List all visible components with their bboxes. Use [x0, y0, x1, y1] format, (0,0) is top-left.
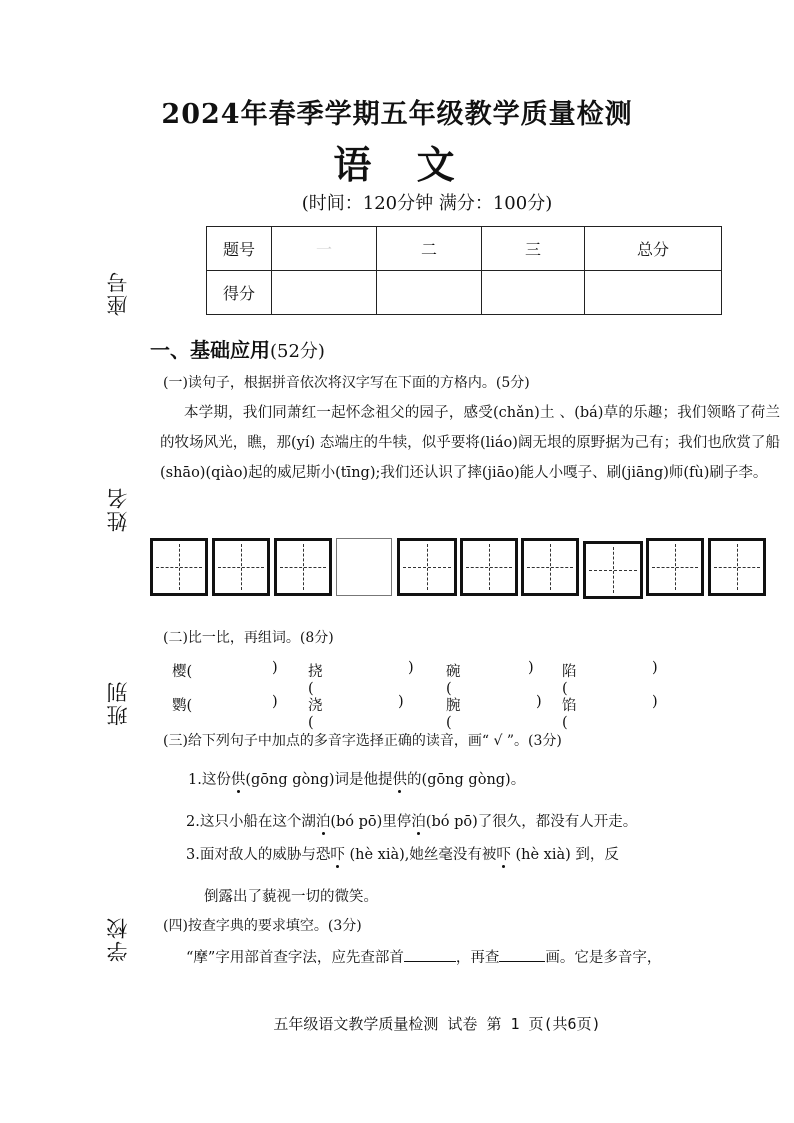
writing-box[interactable] — [460, 538, 518, 596]
score-table-cell: 得分 — [207, 271, 272, 315]
score-table-header-row — [207, 227, 722, 271]
time-info: (时间：120分钟 满分：100分) — [301, 193, 553, 214]
side-label-name: 姓名 — [106, 486, 130, 532]
word-item: ) — [272, 694, 278, 710]
writing-box[interactable] — [397, 538, 457, 596]
exam-title: 2024年春季学期五年级教学质量检测 — [161, 99, 633, 130]
question-3-prompt: (三)给下列句子中加点的多音字选择正确的读音，画“ √ ”。(3分) — [163, 733, 562, 749]
word-item: ) — [398, 694, 404, 710]
compare-row-1 — [172, 660, 658, 697]
question-1-passage: 本学期，我们同萧红一起怀念祖父的园子，感受(chǎn)土 、(bá)草的乐趣；我们领略了荷兰的牧场风光，瞧，那(yí) 态端庄的牛犊，似乎要将(liáo)阔无垠的原野据为己有；我们也欣赏了船(shāo)(qiào)起的威尼斯小(tīng);我们还认识了摔(jiāo)能人小嘎子、刷(jiāng)师(fù)刷子李。 — [160, 405, 780, 481]
writing-box[interactable] — [583, 541, 643, 599]
sentence-text: 3.面对敌人的威胁与恐 — [186, 847, 331, 863]
score-table-cell: 总分 — [585, 227, 722, 271]
word-item: 樱( — [172, 664, 193, 680]
section-points: (52分) — [270, 341, 325, 362]
sentence-text: 画。它是多音字， — [545, 950, 662, 966]
question-2-prompt: (二)比一比，再组词。(8分) — [163, 630, 334, 646]
word-item: ) — [528, 660, 534, 676]
sentence-text: (gōng gòng)词是他提 — [245, 772, 393, 788]
sentence-text: (bó pō)了很久，都没有人开走。 — [425, 814, 638, 830]
question-3-sentence-3-cont: 倒露出了藐视一切的微笑。 — [204, 889, 378, 905]
score-table-cell: 一 — [272, 227, 377, 271]
score-table-cell: 二 — [377, 227, 482, 271]
writing-box[interactable] — [150, 538, 208, 596]
writing-box[interactable] — [708, 538, 766, 596]
question-4-prompt: (四)按查字典的要求填空。(3分) — [163, 918, 362, 934]
dotted-char: 泊 — [315, 814, 331, 830]
writing-box[interactable] — [336, 538, 392, 596]
fill-blank[interactable] — [499, 947, 545, 962]
word-item: ) — [652, 660, 658, 676]
score-input-cell[interactable] — [272, 271, 377, 315]
sentence-text: (hè xià),她丝毫没有被 — [344, 847, 497, 863]
question-4-text — [186, 946, 661, 967]
sentence-text: 1.这份 — [188, 772, 231, 788]
sentence-text: 2.这只小船在这个湖 — [186, 814, 316, 830]
word-item: 腕 ( — [446, 698, 461, 731]
score-input-cell[interactable] — [482, 271, 585, 315]
dotted-char: 供 — [392, 772, 408, 788]
dotted-char: 吓 — [496, 847, 511, 863]
score-table-cell: 三 — [482, 227, 585, 271]
word-item: 碗( — [446, 664, 461, 697]
section-heading — [150, 334, 325, 363]
score-input-cell[interactable] — [585, 271, 722, 315]
question-3-sentence-1 — [188, 768, 525, 789]
score-input-cell[interactable] — [377, 271, 482, 315]
word-item: ) — [652, 694, 658, 710]
word-item: 挠 ( — [308, 664, 323, 697]
word-item: 陷( — [562, 664, 577, 697]
sentence-text: (bó pō)里停 — [330, 814, 412, 830]
dotted-char: 泊 — [411, 814, 426, 830]
word-item: 鹦( — [172, 698, 193, 714]
side-label-school: 学校 — [106, 916, 130, 962]
sentence-text: “摩”字用部首查字法，应先查部首 — [186, 950, 404, 966]
fill-blank[interactable] — [404, 947, 456, 962]
sentence-text: ，再查 — [455, 950, 500, 966]
sentence-text: (hè xià) 到，反 — [510, 847, 619, 863]
word-item: 馅( — [562, 698, 577, 731]
question-1-prompt: (一)读句子，根据拼音依次将汉字写在下面的方格内。(5分) — [163, 375, 530, 391]
word-item: ) — [408, 660, 414, 676]
compare-row-2 — [172, 694, 658, 731]
word-item: ) — [272, 660, 278, 676]
side-label-class: 班别 — [106, 680, 130, 726]
page-footer: 五年级语文教学质量检测 试卷 第 1 页(共6页) — [273, 1015, 601, 1033]
word-item: 浇 ( — [308, 698, 323, 731]
word-item: ) — [536, 694, 542, 710]
question-3-sentence-3 — [186, 843, 619, 864]
score-table-cell: 题号 — [207, 227, 272, 271]
question-3-sentence-2 — [186, 810, 637, 831]
writing-box[interactable] — [212, 538, 270, 596]
section-title: 一、基础应用 — [150, 338, 270, 362]
score-table — [206, 226, 722, 315]
writing-box[interactable] — [521, 538, 579, 596]
dotted-char: 吓 — [330, 847, 345, 863]
side-label-seat: 座号 — [106, 270, 130, 316]
score-table-score-row — [207, 271, 722, 315]
writing-box[interactable] — [646, 538, 704, 596]
dotted-char: 供 — [230, 772, 246, 788]
subject-title: 语 文 — [333, 142, 471, 187]
sentence-text: 的(gōng gòng)。 — [407, 772, 526, 788]
writing-box[interactable] — [274, 538, 332, 596]
